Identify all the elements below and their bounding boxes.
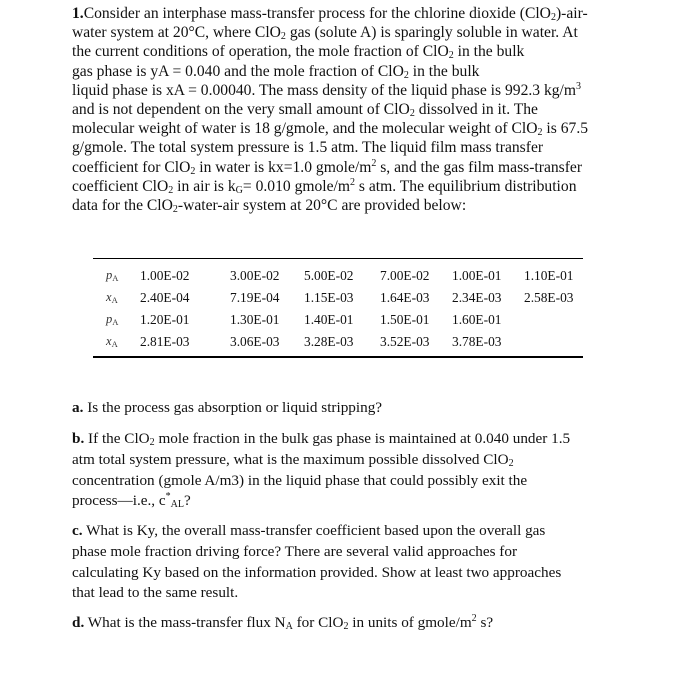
problem-line bbox=[72, 177, 662, 196]
table-cell: 1.30E-01 bbox=[230, 312, 280, 327]
statement-text: in the bulk bbox=[408, 62, 480, 80]
statement-text: in water is kx=1.0 gmole/m bbox=[195, 158, 372, 176]
table-cell: 2.81E-03 bbox=[140, 334, 190, 349]
statement-text: gas (solute A) is sparingly soluble in water. At bbox=[285, 24, 578, 42]
statement-text: in the bulk bbox=[453, 43, 525, 61]
row-symbol-subscript: A bbox=[111, 295, 118, 305]
statement-text: gas phase is yA = 0.040 and the mole fraction of ClO bbox=[72, 62, 404, 80]
problem-line bbox=[72, 4, 662, 23]
script-text: 2 bbox=[172, 203, 178, 215]
problem-line bbox=[72, 81, 662, 100]
statement-text: liquid phase is xA = 0.00040. The mass density of the liquid phase is 992.3 kg/m bbox=[72, 81, 577, 99]
problem-line bbox=[72, 23, 662, 42]
question-a: a. Is the process gas absorption or liquid stripping? bbox=[72, 399, 383, 416]
table-cell: 1.60E-01 bbox=[452, 312, 502, 327]
statement-text: Consider an interphase mass-transfer process for the chlorine dioxide (ClO bbox=[83, 5, 551, 22]
problem-line bbox=[72, 42, 662, 61]
problem-statement bbox=[72, 4, 662, 215]
script-text: 2 bbox=[409, 107, 415, 119]
table-cell: 1.15E-03 bbox=[304, 290, 354, 305]
statement-text: data for the ClO bbox=[72, 196, 173, 214]
table-cell: 2.34E-03 bbox=[452, 290, 502, 305]
statement-text: )-air- bbox=[555, 5, 588, 22]
statement-text: and is not dependent on the very small amount of ClO bbox=[72, 100, 410, 118]
table-cell: 1.40E-01 bbox=[304, 312, 354, 327]
script-text: 2 bbox=[448, 50, 454, 62]
problem-line bbox=[72, 196, 662, 215]
statement-text: s atm. The equilibrium distribution bbox=[355, 177, 577, 195]
problem-line bbox=[72, 119, 662, 138]
statement-text: in air is k bbox=[173, 177, 236, 195]
statement-text: water system at 20°C, where ClO bbox=[72, 24, 281, 42]
statement-text: g/gmole. The total system pressure is 1.5 atm. The liquid film mass transfer bbox=[72, 139, 544, 157]
table-cell: 1.20E-01 bbox=[140, 312, 190, 327]
table-cell: 2.40E-04 bbox=[140, 290, 190, 305]
table-cell: 5.00E-02 bbox=[304, 268, 354, 283]
statement-text: -water-air system at 20°C are provided below: bbox=[177, 196, 467, 214]
table-cell: 3.28E-03 bbox=[304, 334, 354, 349]
question-c: c. What is Ky, the overall mass-transfer coefficient based upon the overall gas phase mole fraction driving force? There are several valid approaches for calculating Ky based on the information provided. Show at least two approaches that lead to the same result. bbox=[72, 522, 562, 602]
problem-number: 1. bbox=[72, 5, 84, 22]
script-text: 2 bbox=[190, 165, 196, 177]
question-b: b. If the ClO$_2$ mole fraction in the bulk gas phase is maintained at 0.040 under 1.5 atm total system pressure, what is the maximum possible dissolved ClO$_2$ concentration (gmole A/m3) in the liquid phase that could possibly exit the process—i.e., $c^*_{AL}$? bbox=[72, 430, 571, 511]
table-cell: 1.00E-02 bbox=[140, 268, 190, 283]
row-symbol: $x_A$ bbox=[106, 334, 118, 349]
statement-text: dissolved in it. The bbox=[414, 100, 538, 118]
row-symbol-subscript: A bbox=[112, 273, 119, 283]
script-text: 2 bbox=[350, 176, 356, 188]
row-symbol-subscript: A bbox=[111, 339, 118, 349]
statement-text: = 0.010 gmole/m bbox=[242, 177, 351, 195]
script-text: 2 bbox=[371, 157, 377, 169]
table-cell: 3.52E-03 bbox=[380, 334, 430, 349]
row-symbol: $p_A$ bbox=[106, 268, 119, 283]
table-top-rule bbox=[93, 258, 583, 259]
script-text: 2 bbox=[403, 69, 409, 81]
table-cell: 3.78E-03 bbox=[452, 334, 502, 349]
problem-line bbox=[72, 138, 662, 157]
table-cell: 7.00E-02 bbox=[380, 268, 430, 283]
statement-text: s, and the gas film mass-transfer bbox=[376, 158, 583, 176]
script-text: 2 bbox=[168, 184, 174, 196]
statement-text: the current conditions of operation, the mole fraction of ClO bbox=[72, 43, 449, 61]
table-cell: 3.00E-02 bbox=[230, 268, 280, 283]
table-cell: 1.50E-01 bbox=[380, 312, 430, 327]
table-cell: 2.58E-03 bbox=[524, 290, 574, 305]
table-cell: 1.64E-03 bbox=[380, 290, 430, 305]
table-bottom-rule bbox=[93, 356, 583, 358]
table-cell: 1.00E-01 bbox=[452, 268, 502, 283]
statement-text: coefficient for ClO bbox=[72, 158, 191, 176]
script-text: 2 bbox=[537, 127, 543, 139]
script-text: G bbox=[235, 184, 243, 196]
row-symbol-subscript: A bbox=[112, 317, 119, 327]
script-text: 2 bbox=[550, 12, 556, 23]
statement-text: is 67.5 bbox=[542, 120, 589, 138]
question-d: d. What is the mass-transfer flux $N_A$ for ClO$_2$ in units of gmole/$m^2$ s? bbox=[72, 613, 494, 632]
row-symbol: $x_A$ bbox=[106, 290, 118, 305]
row-symbol: $p_A$ bbox=[106, 312, 119, 327]
problem-line bbox=[72, 158, 662, 177]
script-text: 2 bbox=[280, 31, 286, 43]
problem-line bbox=[72, 100, 662, 119]
statement-text: molecular weight of water is 18 g/gmole, and the molecular weight of ClO bbox=[72, 120, 538, 138]
script-text: 3 bbox=[576, 80, 582, 92]
table-cell: 1.10E-01 bbox=[524, 268, 574, 283]
table-cell: 3.06E-03 bbox=[230, 334, 280, 349]
statement-text: coefficient ClO bbox=[72, 177, 169, 195]
table-cell: 7.19E-04 bbox=[230, 290, 280, 305]
problem-line bbox=[72, 62, 662, 81]
